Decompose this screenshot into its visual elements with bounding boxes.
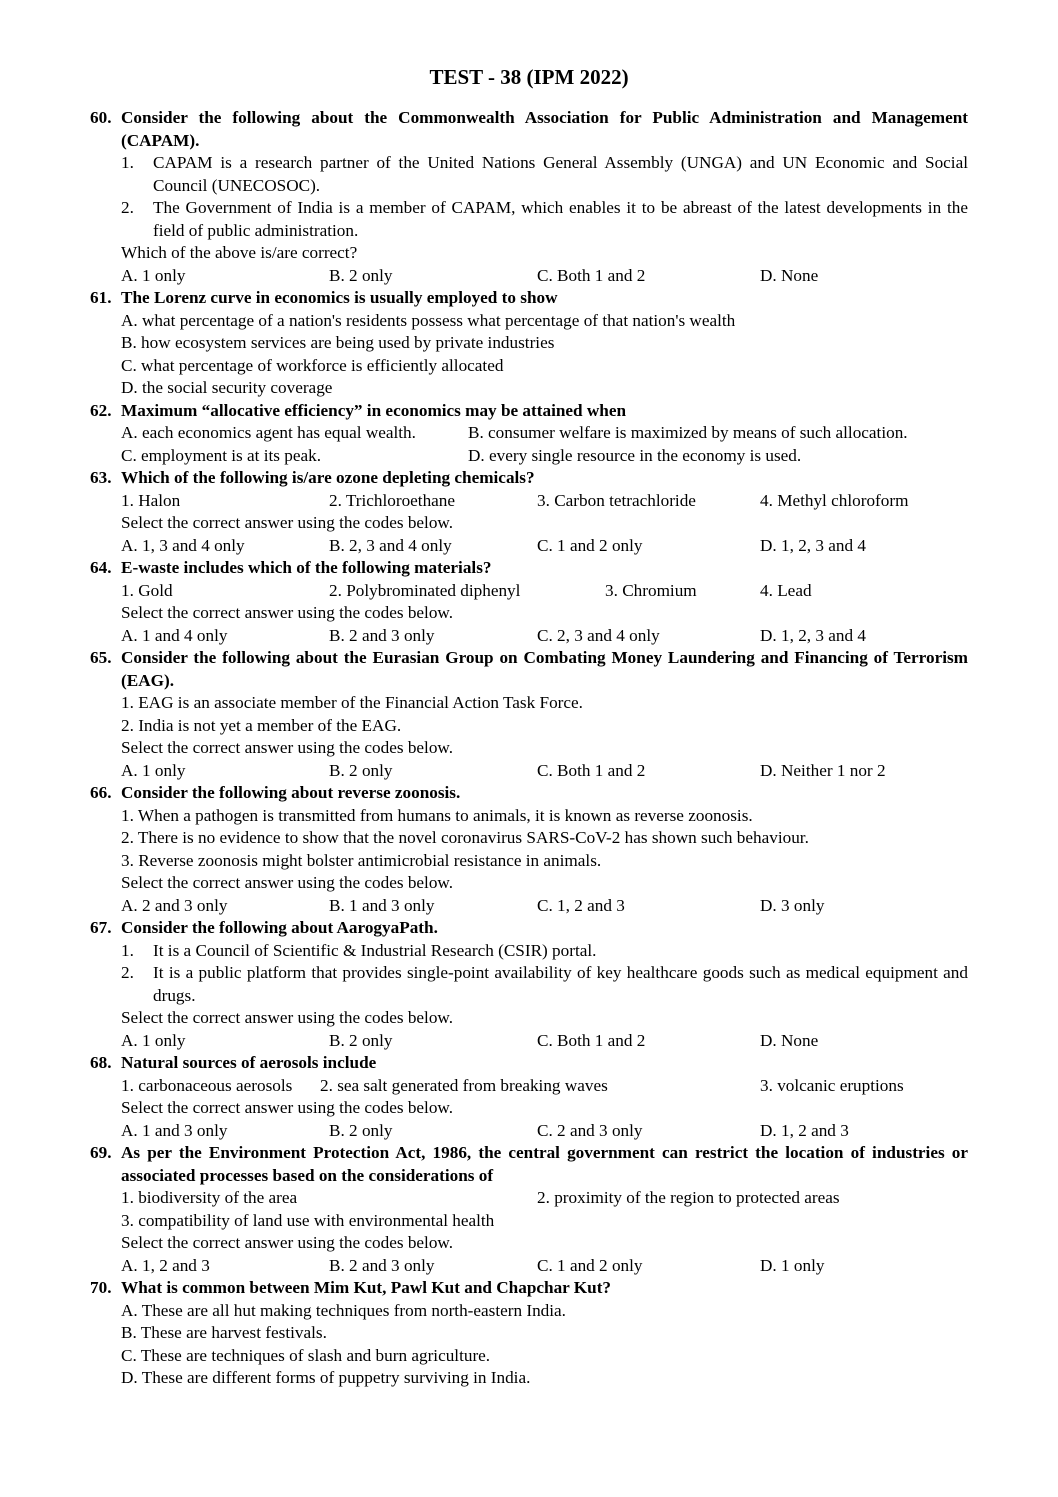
statement-text: It is a Council of Scientific & Industrial Research (CSIR) portal.	[153, 940, 597, 960]
question-stem: E-waste includes which of the following materials?	[121, 558, 492, 577]
answer-option: A. 2 and 3 only	[121, 895, 228, 915]
answer-option: A. 1 and 4 only	[121, 625, 228, 645]
question-61	[90, 287, 968, 400]
question-number: 63.	[90, 468, 112, 487]
question-stem: Natural sources of aerosols include	[121, 1053, 377, 1072]
statement-items-row	[121, 580, 968, 603]
question-number: 68.	[90, 1053, 112, 1072]
statement-item: 3. compatibility of land use with environmental health	[121, 1210, 495, 1230]
question-prompt: Select the correct answer using the codes below.	[121, 513, 454, 532]
answer-options-row	[121, 895, 968, 918]
question-list	[90, 107, 968, 1390]
statement-text: CAPAM is a research partner of the United Nations General Assembly (UNGA) and UN Economic and Social Council (UNECOSOC).	[153, 153, 968, 195]
question-68	[90, 1052, 968, 1142]
question-stem: Consider the following about the Commonwealth Association for Public Administration and Management (CAPAM).	[121, 108, 968, 150]
statement-item: 2. Trichloroethane	[329, 490, 456, 510]
answer-options-row	[121, 422, 968, 445]
answer-option: B. 2 only	[329, 1030, 393, 1050]
answer-option: B. 2 only	[329, 265, 393, 285]
question-number: 69.	[90, 1143, 112, 1162]
question-67	[90, 917, 968, 1052]
answer-option: B. how ecosystem services are being used by private industries	[121, 333, 555, 352]
statement-item	[121, 152, 968, 197]
answer-option: C. Both 1 and 2	[537, 1030, 646, 1050]
answer-option: D. None	[760, 265, 819, 285]
answer-option: D. None	[760, 1030, 819, 1050]
answer-option: D. every single resource in the economy is used.	[468, 445, 802, 465]
statement-item: 1. Gold	[121, 580, 173, 600]
statement-item	[121, 962, 968, 1007]
question-stem: As per the Environment Protection Act, 1986, the central government can restrict the location of industries or associated processes based on the considerations of	[121, 1143, 968, 1185]
statement-number: 1.	[121, 940, 134, 960]
answer-option: A. 1 and 3 only	[121, 1120, 228, 1140]
answer-options-row	[121, 760, 968, 783]
question-60	[90, 107, 968, 287]
answer-option: A. what percentage of a nation's residents possess what percentage of that nation's wealth	[121, 310, 736, 330]
answer-option: C. These are techniques of slash and burn agriculture.	[121, 1345, 491, 1365]
question-stem: What is common between Mim Kut, Pawl Kut and Chapchar Kut?	[121, 1278, 612, 1297]
statement-item: 2. sea salt generated from breaking waves	[320, 1075, 608, 1095]
answer-option: B. 1 and 3 only	[329, 895, 435, 915]
statement-items-row	[121, 1075, 968, 1098]
statement-number: 2.	[121, 963, 134, 982]
answer-options-row	[121, 1120, 968, 1143]
question-prompt: Select the correct answer using the codes below.	[121, 1233, 454, 1252]
question-70	[90, 1277, 968, 1390]
statement-item: 1. biodiversity of the area	[121, 1188, 298, 1207]
question-number: 64.	[90, 558, 112, 577]
statement-item: 4. Methyl chloroform	[760, 490, 909, 510]
statement-item: 3. Chromium	[605, 580, 697, 600]
answer-option: A. These are all hut making techniques from north-eastern India.	[121, 1300, 566, 1320]
statement-item: 2. Polybrominated diphenyl	[329, 580, 521, 600]
question-64	[90, 557, 968, 647]
answer-option: C. 1, 2 and 3	[537, 895, 625, 915]
statement-items-row	[121, 490, 968, 513]
answer-option: C. 2, 3 and 4 only	[537, 625, 660, 645]
answer-options-row	[121, 625, 968, 648]
question-prompt: Select the correct answer using the codes below.	[121, 873, 454, 892]
question-number: 70.	[90, 1278, 112, 1297]
answer-option: C. Both 1 and 2	[537, 760, 646, 780]
question-prompt: Which of the above is/are correct?	[121, 243, 358, 262]
statement-item: 1. Halon	[121, 490, 181, 510]
answer-option: C. what percentage of workforce is efficiently allocated	[121, 355, 504, 375]
statement-item: 3. volcanic eruptions	[760, 1075, 904, 1095]
answer-option: C. Both 1 and 2	[537, 265, 646, 285]
statement-item: 3. Reverse zoonosis might bolster antimicrobial resistance in animals.	[121, 850, 602, 870]
answer-options-row	[121, 445, 968, 468]
answer-option: D. 1, 2, 3 and 4	[760, 625, 866, 645]
answer-options-row	[121, 1255, 968, 1278]
answer-option: B. These are harvest festivals.	[121, 1323, 327, 1342]
answer-options-row	[121, 535, 968, 558]
statement-item: 2. India is not yet a member of the EAG.	[121, 715, 402, 735]
statement-item	[121, 197, 968, 242]
answer-option: B. 2 only	[329, 760, 393, 780]
statement-item: 1. When a pathogen is transmitted from humans to animals, it is known as reverse zoonosis.	[121, 805, 753, 825]
answer-options-row	[121, 1030, 968, 1053]
answer-option: D. These are different forms of puppetry surviving in India.	[121, 1368, 531, 1387]
statement-items-row	[121, 1187, 968, 1210]
answer-option: B. 2 and 3 only	[329, 1255, 435, 1275]
answer-option: B. 2, 3 and 4 only	[329, 535, 452, 555]
question-66	[90, 782, 968, 917]
question-stem: Consider the following about the Eurasian Group on Combating Money Laundering and Financing of Terrorism (EAG).	[121, 648, 968, 690]
statement-number: 1.	[121, 153, 134, 172]
answer-option: A. 1 only	[121, 760, 186, 780]
answer-option: C. 2 and 3 only	[537, 1120, 643, 1140]
question-69	[90, 1142, 968, 1277]
question-prompt: Select the correct answer using the codes below.	[121, 1098, 454, 1117]
question-number: 61.	[90, 288, 112, 307]
statement-number: 2.	[121, 198, 134, 217]
question-stem: Consider the following about reverse zoonosis.	[121, 783, 461, 802]
question-prompt: Select the correct answer using the codes below.	[121, 603, 454, 622]
answer-option: B. consumer welfare is maximized by means of such allocation.	[468, 423, 908, 442]
answer-option: A. 1, 2 and 3	[121, 1255, 210, 1275]
question-65	[90, 647, 968, 782]
question-prompt: Select the correct answer using the codes below.	[121, 1008, 454, 1027]
statement-item: 1. EAG is an associate member of the Financial Action Task Force.	[121, 693, 583, 712]
question-stem: Consider the following about AarogyaPath.	[121, 918, 438, 937]
question-63	[90, 467, 968, 557]
statement-item: 2. proximity of the region to protected areas	[537, 1188, 840, 1207]
answer-option: D. 1, 2, 3 and 4	[760, 535, 866, 555]
answer-option: D. 1, 2 and 3	[760, 1120, 849, 1140]
question-number: 67.	[90, 918, 112, 937]
answer-option: A. 1 only	[121, 1030, 186, 1050]
answer-option: D. 1 only	[760, 1255, 825, 1275]
statement-item: 4. Lead	[760, 580, 812, 600]
statement-item	[121, 940, 968, 963]
answer-option: C. employment is at its peak.	[121, 445, 322, 465]
answer-options-row	[121, 265, 968, 288]
answer-option: D. 3 only	[760, 895, 825, 915]
answer-option: C. 1 and 2 only	[537, 1255, 643, 1275]
question-stem: Maximum “allocative efficiency” in economics may be attained when	[121, 400, 627, 420]
statement-text: It is a public platform that provides single-point availability of key healthcare goods such as medical equipment and drugs.	[153, 963, 968, 1005]
page-title: TEST - 38 (IPM 2022)	[429, 65, 629, 89]
answer-option: B. 2 and 3 only	[329, 625, 435, 645]
question-stem: Which of the following is/are ozone depleting chemicals?	[121, 468, 535, 487]
answer-option: B. 2 only	[329, 1120, 393, 1140]
question-stem: The Lorenz curve in economics is usually employed to show	[121, 288, 558, 307]
question-number: 65.	[90, 648, 112, 667]
question-62	[90, 400, 968, 468]
answer-option: D. Neither 1 nor 2	[760, 760, 886, 780]
answer-option: D. the social security coverage	[121, 378, 333, 397]
question-prompt: Select the correct answer using the codes below.	[121, 738, 454, 757]
statement-item: 3. Carbon tetrachloride	[537, 490, 696, 510]
question-number: 62.	[90, 400, 112, 420]
question-number: 60.	[90, 108, 112, 127]
question-number: 66.	[90, 783, 112, 802]
answer-option: A. each economics agent has equal wealth.	[121, 423, 416, 442]
statement-item: 2. There is no evidence to show that the novel coronavirus SARS-CoV-2 has shown such behaviour.	[121, 828, 809, 847]
statement-item: 1. carbonaceous aerosols	[121, 1075, 293, 1095]
answer-option: C. 1 and 2 only	[537, 535, 643, 555]
answer-option: A. 1 only	[121, 265, 186, 285]
statement-text: The Government of India is a member of CAPAM, which enables it to be abreast of the latest developments in the field of public administration.	[153, 198, 968, 240]
answer-option: A. 1, 3 and 4 only	[121, 535, 245, 555]
